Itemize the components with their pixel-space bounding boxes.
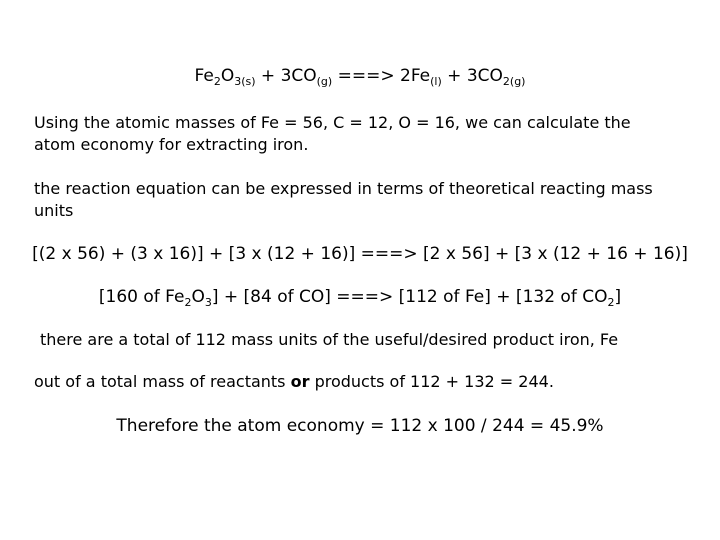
atomic-masses-paragraph: Using the atomic masses of Fe = 56, C = 12, O = 16, we can calculate the atom economy for extracting iron. — [34, 113, 631, 154]
total-mass-statement — [34, 371, 554, 393]
eq-fe: Fe — [194, 66, 214, 86]
eq-fe-l-sub: (l) — [430, 75, 442, 88]
totals-c-sub: 2 — [607, 296, 615, 309]
eq-plus-co2: + 3CO — [441, 66, 503, 86]
totals-d: ] — [614, 287, 622, 307]
mass-totals — [0, 286, 720, 308]
total-mass-or: or — [290, 372, 310, 391]
totals-c: ] + [84 of CO] ===> [112 of Fe] + [132 of CO — [211, 287, 608, 307]
mass-units-paragraph: the reaction equation can be expressed in terms of theoretical reacting mass units — [34, 179, 653, 220]
eq-plus-co: + 3CO — [255, 66, 317, 86]
eq-o-sub: 3(s) — [234, 75, 256, 88]
reaction-equation — [0, 65, 720, 87]
totals-b: O — [191, 287, 205, 307]
eq-co-sub: (g) — [316, 75, 333, 88]
totals-b-sub: 3 — [204, 296, 212, 309]
eq-co2-sub: 2(g) — [502, 75, 526, 88]
eq-fe-sub: 2 — [213, 75, 221, 88]
eq-o: O — [220, 66, 235, 86]
mass-expression: [(2 x 56) + (3 x 16)] + [3 x (12 + 16)] ===> [2 x 56] + [3 x (12 + 16 + 16)] — [32, 244, 688, 264]
total-mass-pre: out of a total mass of reactants — [34, 372, 291, 391]
totals-a: [160 of Fe — [98, 287, 185, 307]
useful-product-statement: there are a total of 112 mass units of the useful/desired product iron, Fe — [40, 330, 619, 349]
totals-a-sub: 2 — [184, 296, 192, 309]
eq-arrow-fe: ===> 2Fe — [332, 66, 431, 86]
total-mass-post: products of 112 + 132 = 244. — [309, 372, 554, 391]
atom-economy-conclusion: Therefore the atom economy = 112 x 100 / 244 = 45.9% — [116, 416, 604, 436]
